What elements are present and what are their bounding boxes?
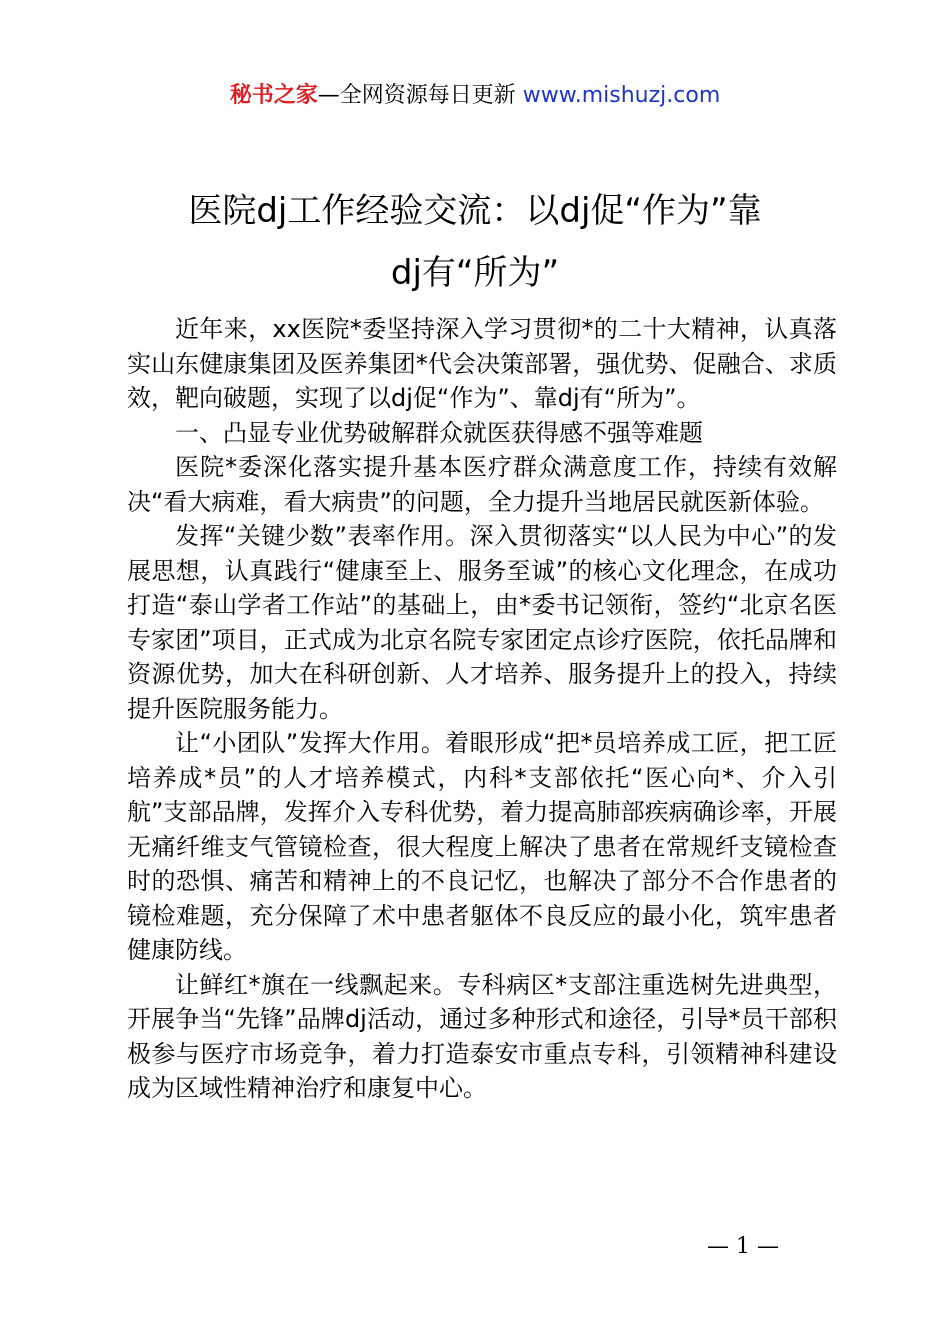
paragraph: 发挥“关键少数”表率作用。深入贯彻落实“以人民为中心”的发展思想，认真践行“健康至上、服务至诚”的核心文化理念，在成功打造“泰山学者工作站”的基础上，由*委书记领衔，签约“北京名医专家团”项目，正式成为北京名院专家团定点诊疗医院，依托品牌和资源优势，加大在科研创新、人才培养、服务提升上的投入，持续提升医院服务能力。 [127, 522, 837, 723]
paragraph: 医院*委深化落实提升基本医疗群众满意度工作，持续有效解决“看大病难，看大病贵”的问题，全力提升当地居民就医新体验。 [127, 453, 837, 516]
title-line-2: dj有“所为” [390, 253, 560, 293]
paragraph: 让“小团队”发挥大作用。着眼形成“把*员培养成工匠，把工匠培养成*员”的人才培养模式，内科*支部依托“医心向*、介入引航”支部品牌，发挥介入专科优势，着力提高肺部疾病确诊率，开展无痛纤维支气管镜检查，很大程度上解决了患者在常规纤支镜检查时的恐惧、痛苦和精神上的不良记忆，也解决了部分不合作患者的镜检难题，充分保障了术中患者躯体不良反应的最小化，筑牢患者健康防线。 [127, 729, 837, 964]
document-title [110, 180, 840, 304]
document-body [127, 312, 837, 1106]
header-tagline: —全网资源每日更新 [317, 83, 523, 108]
site-url-link[interactable]: www.mishuzj.com [522, 83, 721, 108]
title-line-1: 医院dj工作经验交流：以dj促“作为”靠 [188, 191, 762, 231]
paragraph-intro: 近年来，xx医院*委坚持深入学习贯彻*的二十大精神，认真落实山东健康集团及医养集团*代会决策部署，强优势、促融合、求质效，靶向破题，实现了以dj促“作为”、靠dj有“所为”。 [127, 315, 837, 412]
site-header [0, 80, 950, 112]
page-number: — 1 — [707, 1234, 779, 1259]
paragraph: 让鲜红*旗在一线飘起来。专科病区*支部注重选树先进典型，开展争当“先锋”品牌dj活动，通过多种形式和途径，引导*员干部积极参与医疗市场竞争，着力打造泰安市重点专科，引领精神科建设成为区域性精神治疗和康复中心。 [127, 970, 837, 1102]
brand-name: 秘书之家 [229, 83, 318, 108]
section-heading: 一、凸显专业优势破解群众就医获得感不强等难题 [175, 418, 703, 447]
